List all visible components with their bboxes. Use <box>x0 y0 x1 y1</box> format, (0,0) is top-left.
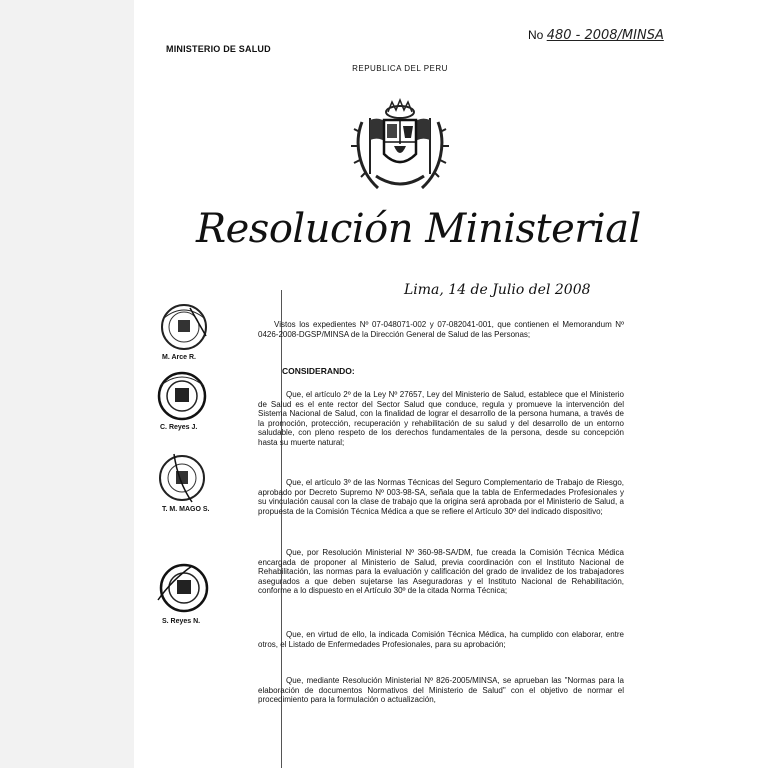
ministry-header: MINISTERIO DE SALUD <box>166 44 271 54</box>
paragraph-4: Que, en virtud de ello, la indicada Comisión Técnica Médica, ha cumplido con elaborar, entre otros, el Listado de Enfermedades Profesionales, para su aprobación; <box>258 630 624 649</box>
signature-label-1: M. Arce R. <box>162 354 196 361</box>
official-seal-4 <box>152 560 214 616</box>
considerando-heading: CONSIDERANDO: <box>282 366 355 376</box>
official-seal-2 <box>152 370 212 422</box>
intro-paragraph: Vistos los expedientes Nº 07-048071-002 y 07-082041-001, que contienen el Memorandum Nº 0426-2008-DGSP/MINSA de la Dirección General de Salud de las Personas; <box>258 320 624 339</box>
signature-label-4: S. Reyes N. <box>162 618 201 625</box>
resolution-number <box>528 28 664 43</box>
number-prefix: No <box>528 28 544 42</box>
emblem-caption: REPUBLICA DEL PERU <box>352 64 448 73</box>
signature-label-3: T. M. MAGO S. <box>162 506 210 513</box>
document-title: Resolución Ministerial <box>196 206 641 252</box>
official-seal-3 <box>152 452 212 506</box>
paragraph-2: Que, el artículo 3º de las Normas Técnicas del Seguro Complementario de Trabajo de Riesgo, aprobado por Decreto Supremo Nº 003-98-SA, señala que la tabla de Enfermedades Profesionales y su vinculación causal con la clase de trabajo que la origina será aprobada por el Ministerio de Salud, a propuesta de la Comisión Técnica Médica a que se refiere el Artículo 30º del indicado dispositivo; <box>258 478 624 516</box>
official-seal-1 <box>154 300 216 354</box>
number-value: 480 - 2008/MINSA <box>546 28 664 43</box>
signature-label-2: C. Reyes J. <box>160 424 198 431</box>
paragraph-3: Que, por Resolución Ministerial Nº 360-98-SA/DM, fue creada la Comisión Técnica Médica encargada de proponer al Ministerio de Salud, previa coordinación con el Instituto Nacional de Rehabilitación, las normas para la evaluación y calificación del grado de invalidez de los trabajadores asegurados a que deben sujetarse las Aseguradoras y el Instituto Nacional de Rehabilitación, conforme a lo dispuesto en el Artículo 30º de la citada Norma Técnica; <box>258 548 624 596</box>
paragraph-1: Que, el artículo 2º de la Ley Nº 27657, Ley del Ministerio de Salud, establece que el Ministerio de Salud es el ente rector del Sector Salud que conduce, regula y promueve la intervención del Sistema Nacional de Salud, con la finalidad de lograr el desarrollo de la persona humana, a través de la promoción, protección, recuperación y rehabilitación de su salud y del desarrollo de un entorno saludable, con pleno respeto de los derechos fundamentales de la persona, desde su concepción hasta su muerte natural; <box>258 390 624 447</box>
date-line: Lima, 14 de Julio del 2008 <box>404 282 591 298</box>
peru-coat-of-arms-emblem <box>340 62 460 202</box>
paragraph-5: Que, mediante Resolución Ministerial Nº 826-2005/MINSA, se aprueban las "Normas para la elaboración de documentos Normativos del Ministerio de Salud" con el objetivo de normar el procedimiento para la formulación o actualización, <box>258 676 624 705</box>
